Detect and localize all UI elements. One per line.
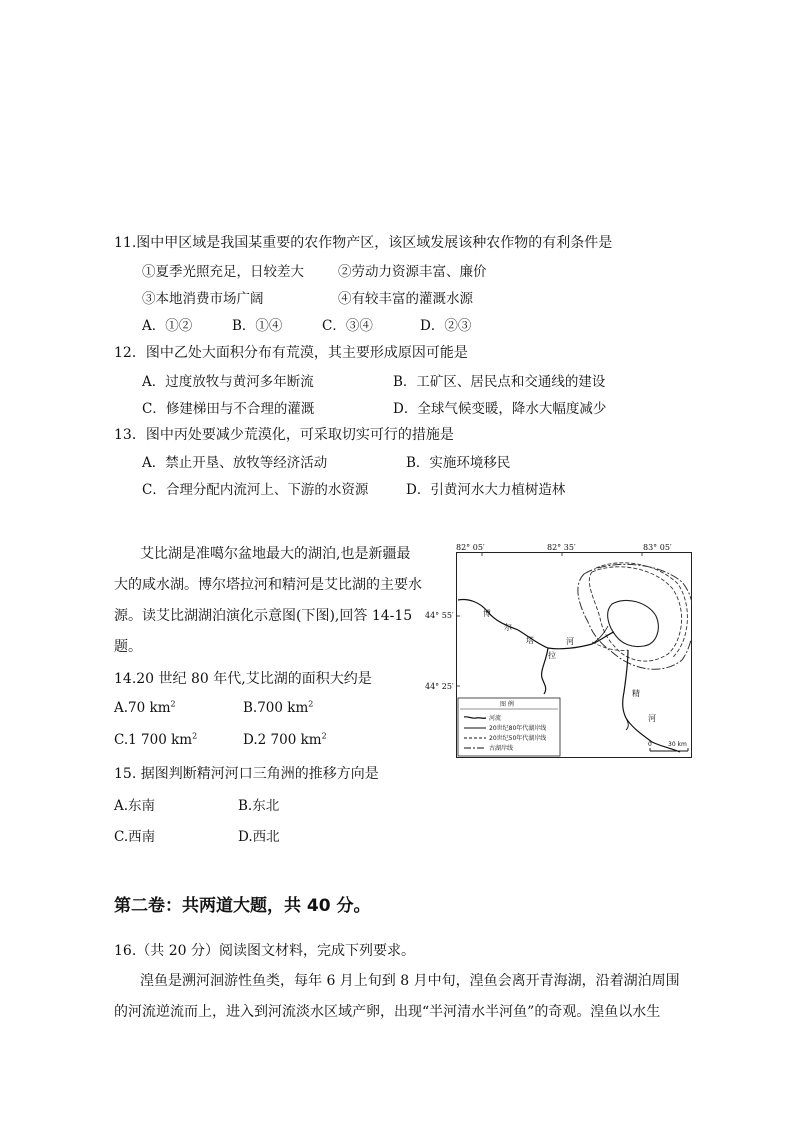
q15-option-d: D.西北: [238, 829, 280, 845]
q11-option-a: A．①②: [142, 318, 193, 334]
svg-text:古湖岸线: 古湖岸线: [489, 745, 514, 752]
river1-char-3: 塔: [526, 636, 534, 645]
lon-label-1: 82° 05′: [456, 543, 485, 552]
passage-line-4: 题。: [114, 639, 142, 655]
lon-label-2: 82° 35′: [547, 543, 576, 552]
q12-stem: 12．图中乙处大面积分布有荒漠，其主要形成原因可能是: [114, 345, 468, 361]
passage-line-1: 艾比湖是准噶尔盆地最大的湖泊,也是新疆最: [140, 546, 411, 562]
q11-item-4: ④有较丰富的灌溉水源: [338, 291, 473, 307]
river1-char-2: 尔: [504, 623, 512, 632]
section-title: 第二卷：共两道大题，共 40 分。: [114, 896, 371, 916]
lat-label-2: 44° 25′: [425, 682, 454, 691]
q11-item-3: ③本地消费市场广阔: [142, 291, 264, 307]
river1-char-4: 拉: [548, 651, 556, 660]
q11-item-1: ①夏季光照充足，日较差大: [142, 264, 304, 280]
q15-option-a: A.东南: [114, 798, 156, 814]
q13-option-d: D．引黄河水大力植树造林: [406, 482, 566, 498]
q14-option-c: C.1 700 $km^2$: [114, 731, 198, 748]
lon-label-3: 83° 05′: [643, 543, 672, 552]
q14-option-b: B.700 $km^2$: [243, 699, 314, 716]
q12-option-c: C．修建梯田与不合理的灌溉: [142, 401, 315, 417]
river1-char-5: 河: [566, 637, 574, 646]
q16-stem: 16.（共 20 分）阅读图文材料，完成下列要求。: [114, 943, 415, 959]
passage-line-3: 源。读艾比湖湖泊演化示意图(下图),回答 14-15: [114, 608, 413, 624]
q16-line-2: 的河流逆流而上，进入到河流淡水区域产卵，出现“半河清水半河鱼”的奇观。湟鱼以水生: [114, 1004, 661, 1020]
river1-char-1: 博: [483, 609, 491, 618]
q13-option-c: C．合理分配内流河上、下游的水资源: [142, 482, 369, 498]
passage-line-2: 大的咸水湖。博尔塔拉河和精河是艾比湖的主要水: [114, 577, 422, 593]
legend-title: 图 例: [500, 701, 514, 708]
q15-stem: 15. 据图判断精河河口三角洲的推移方向是: [114, 766, 379, 782]
q12-option-b: B．工矿区、居民点和交通线的建设: [393, 374, 606, 390]
q15-option-c: C.西南: [114, 829, 156, 845]
q16-line-1: 湟鱼是溯河洄游性鱼类，每年 6 月上旬到 8 月中旬，湟鱼会离开青海湖，沿着湖泊周围: [140, 973, 680, 989]
svg-text:20世纪80年代湖岸线: 20世纪80年代湖岸线: [489, 725, 547, 732]
q14-option-d: D.2 700 $km^2$: [243, 731, 327, 748]
lake-evolution-map: [456, 552, 692, 758]
q11-stem: 11.图中甲区域是我国某重要的农作物产区，该区域发展该种农作物的有利条件是: [114, 235, 613, 251]
q14-option-a: A.70 $km^2$: [114, 699, 176, 716]
svg-text:河流: 河流: [489, 715, 502, 722]
q13-option-a: A．禁止开垦、放牧等经济活动: [142, 455, 328, 471]
q14-stem: 14.20 世纪 80 年代,艾比湖的面积大约是: [114, 671, 372, 687]
lat-label-1: 44° 55′: [425, 611, 454, 620]
q15-option-b: B.东北: [238, 798, 280, 814]
q11-option-c: C．③④: [322, 318, 373, 334]
q11-item-2: ②劳动力资源丰富、廉价: [338, 264, 487, 280]
river2-char-1: 精: [632, 689, 640, 698]
q13-stem: 13．图中丙处要减少荒漠化，可采取切实可行的措施是: [114, 427, 454, 443]
svg-text:30 km: 30 km: [668, 741, 687, 748]
river2-char-2: 河: [648, 714, 656, 723]
q11-option-d: D．②③: [420, 318, 472, 334]
q12-option-d: D．全球气候变暖，降水大幅度减少: [393, 401, 607, 417]
svg-text:0: 0: [648, 741, 652, 748]
q13-option-b: B．实施环境移民: [406, 455, 511, 471]
q11-option-b: B．①④: [232, 318, 283, 334]
svg-text:20世纪50年代湖岸线: 20世纪50年代湖岸线: [489, 735, 547, 742]
q12-option-a: A．过度放牧与黄河多年断流: [142, 374, 314, 390]
